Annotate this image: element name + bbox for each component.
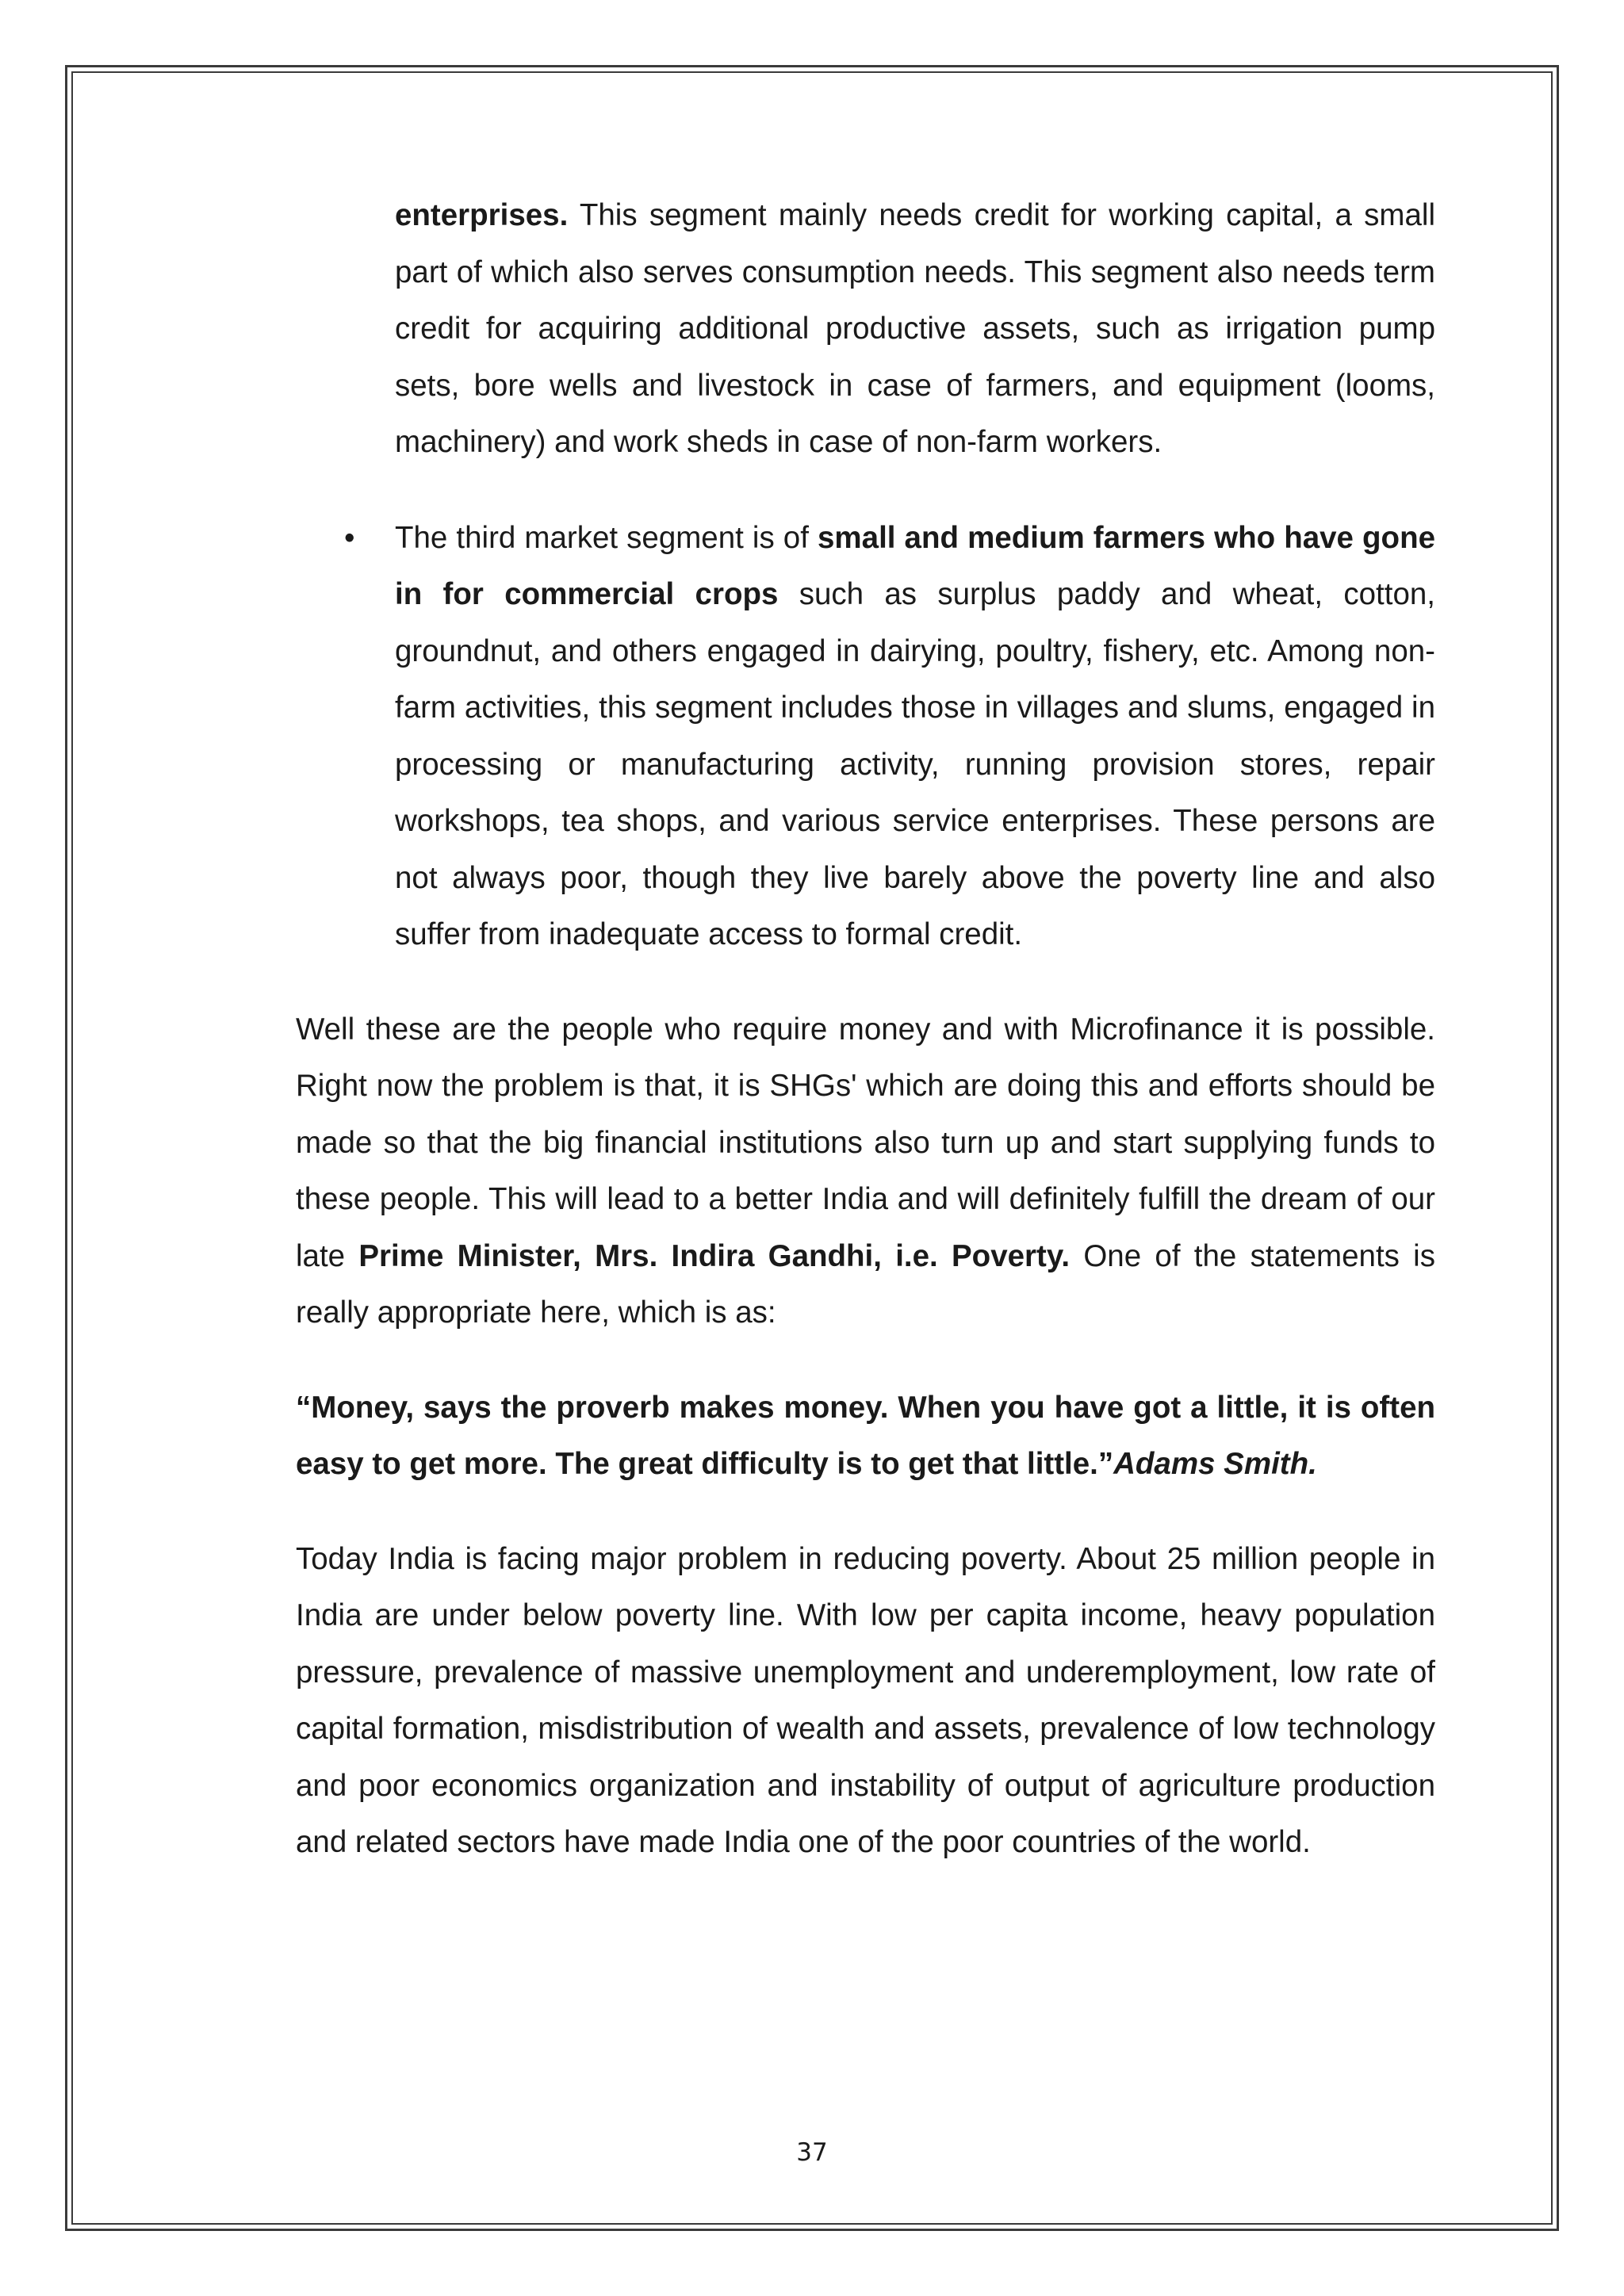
quote-block [296, 1380, 1435, 1493]
bullet-text-after: such as surplus paddy and wheat, cotton, groundnut, and others engaged in dairying, poultry, fishery, etc. Among non-farm activities, this segment includes those in villages and slums, engaged in processing or manufacturing activity, running provision stores, repair workshops, tea shops, and various service enterprises. These persons are not always poor, though they live barely above the poverty line and also suffer from inadequate access to formal credit. [395, 577, 1435, 951]
paragraph-text-after: One of the statements is really appropriate here, which is as: [296, 1238, 1435, 1330]
paragraph-enterprises [296, 187, 1435, 471]
paragraph-bold-text: Prime Minister, Mrs. Indira Gandhi, i.e. Poverty. [358, 1238, 1071, 1273]
paragraph-text-before: Well these are the people who require money and with Microfinance it is possible. Right now the problem is that, it is SHGs' which are doing this and efforts should be made so that the big financial institutions also turn up and start supplying funds to these people. This will lead to a better India and will definitely fulfill the dream of our late [296, 1012, 1435, 1273]
quote-author: Adams Smith. [1113, 1447, 1317, 1481]
paragraph-text: Today India is facing major problem in reducing poverty. About 25 million people in India are under below poverty line. With low per capita income, heavy population pressure, prevalence of massive unemployment and underemployment, low rate of capital formation, misdistribution of wealth and assets, prevalence of low technology and poor economics organization and instability of output of agriculture production and related sectors have made India one of the poor countries of the world. [296, 1541, 1435, 1859]
quote-text: “Money, says the proverb makes money. When you have got a little, it is often easy to get more. The great difficulty is to get that little.” [296, 1390, 1435, 1481]
bullet-third-segment [296, 510, 1435, 963]
page-content [296, 187, 1435, 1871]
bullet-icon: • [344, 520, 355, 555]
paragraph-microfinance [296, 1001, 1435, 1341]
page-number: 37 [796, 2138, 828, 2167]
paragraph-poverty [296, 1531, 1435, 1871]
paragraph-text: This segment mainly needs credit for working capital, a small part of which also serves consumption needs. This segment also needs term credit for acquiring additional productive assets, such as irrigation pump sets, bore wells and livestock in case of farmers, and equipment (looms, machinery) and work sheds in case of non-farm workers. [395, 198, 1435, 459]
bullet-text-before: The third market segment is of [395, 520, 818, 555]
bullet-bold-text: small and medium farmers who have gone in for commercial crops [395, 520, 1436, 611]
paragraph-bold-lead: enterprises. [395, 198, 569, 232]
